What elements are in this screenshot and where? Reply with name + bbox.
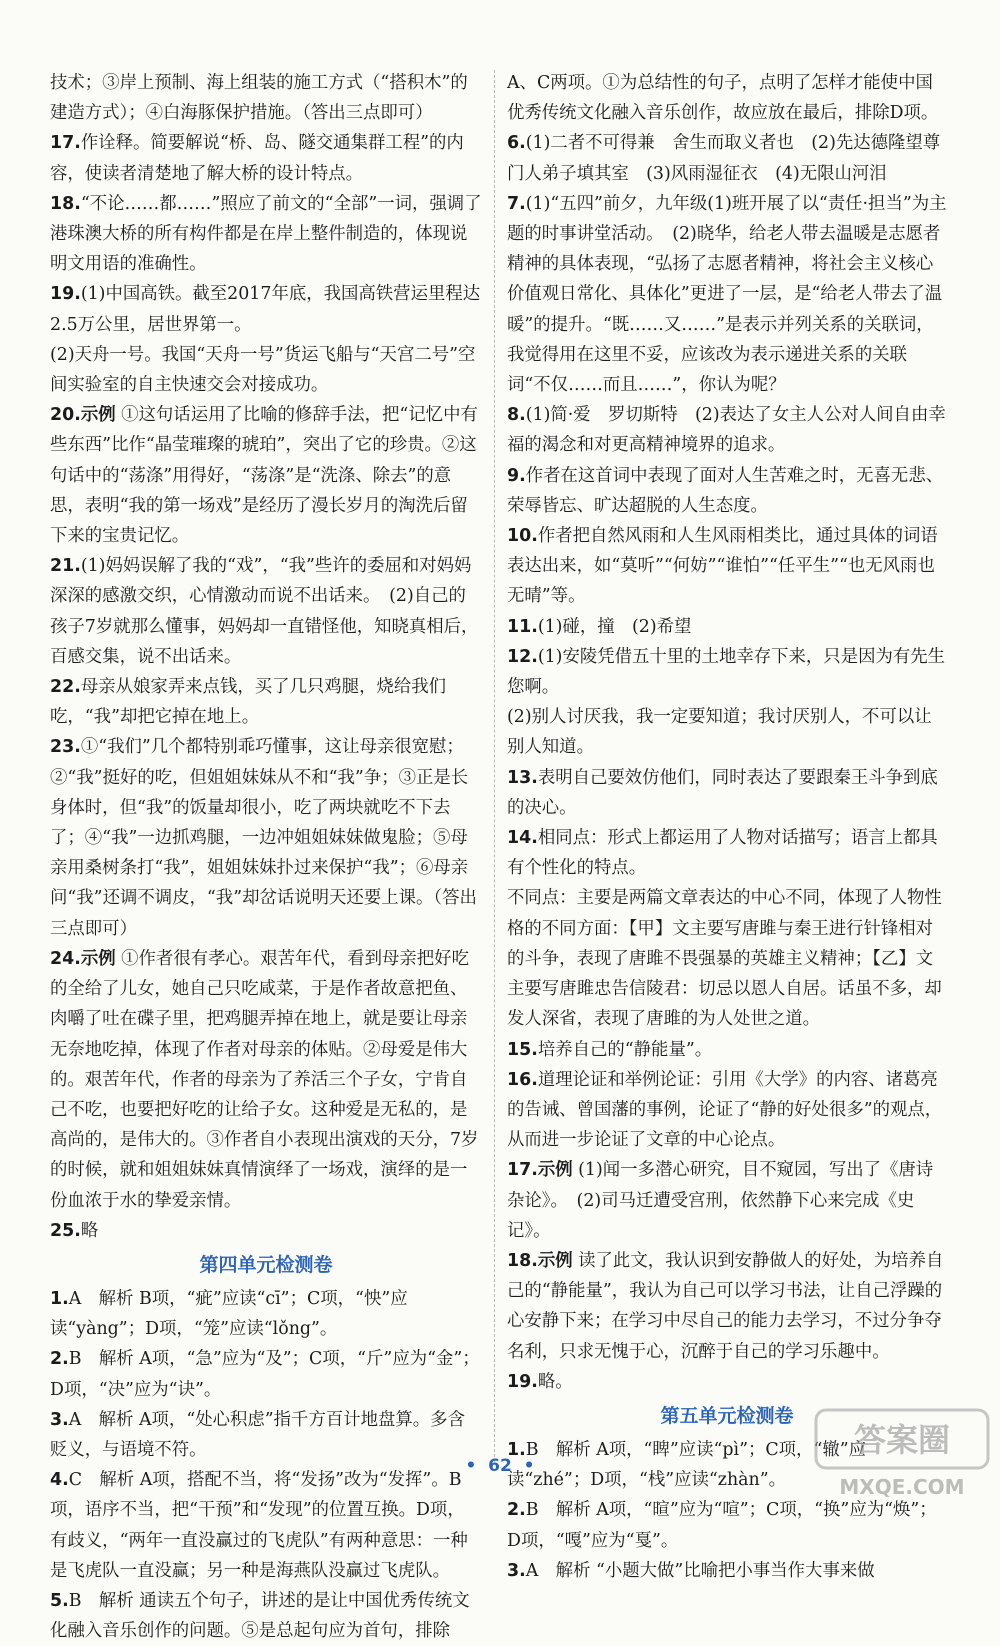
answer-number: 13. [507,767,538,788]
answer-text: (1)碰，撞 (2)希望 [537,616,692,637]
answer-number: 2. [507,1500,526,1521]
answer-item [50,1465,482,1586]
answer-text: (1)安陵凭借五十里的土地幸存下来，只是因为有先生您啊。 [507,646,946,698]
answer-number: 12. [507,646,538,667]
answer-text: 作者在这首词中表现了面对人生苦难之时，无喜无悲、荣辱皆忘、旷达超脱的人生态度。 [507,465,944,516]
example-label: 示例 [537,1160,573,1181]
answer-text: 母亲从娘家弄来点钱，买了几只鸡腿，烧给我们吃，“我”却把它掉在地上。 [50,677,447,728]
answer-text: (1)中国高铁。截至2017年底，我国高铁营运里程达2.5万公里，居世界第一。 [50,284,481,335]
example-label: 示例 [80,405,116,426]
section-heading: 第四单元检测卷 [199,1253,333,1276]
answer-item [50,551,482,672]
example-label: 示例 [80,948,116,969]
answer-text: 作诠释。简要解说“桥、岛、隧交通集群工程”的内容，使读者清楚地了解大桥的设计特点。 [50,133,464,184]
answer-text: ①作者很有孝心。艰苦年代，看到母亲把好吃的全给了儿女，她自己只吃咸菜，于是作者故意把鱼、肉嚼了吐在碟子里，把鸡腿弄掉在地上，就是要让母亲无奈地吃掉，体现了作者对母亲的体贴。②母爱是伟大的。艰苦年代，作者的母亲为了养活三个子女，宁肯自己不吃，也要把好吃的让给子女。这种爱是无私的，是高尚的，是伟大的。③作者自小表现出演戏的天分，7岁的时候，就和姐姐妹妹真情演绎了一场戏，演绎的是一份血浓于水的挚爱亲情。 [50,948,479,1211]
answer-text: 读了此文，我认识到安静做人的好处，为培养自己的“静能量”，我认为自己可以学习书法，让自己浮躁的心安静下来；在学习中尽自己的能力去学习，不过分争夺名利，只求无愧于心，沉醉于自己的学习乐趣中。 [507,1250,944,1362]
answer-text: 培养自己的“静能量”。 [537,1039,713,1060]
answer-item [507,189,947,400]
left-column [50,68,482,1646]
column-divider [494,70,495,1462]
answer-text: B 解析 通读五个句子，讲述的是让中国优秀传统文化融入音乐创作的问题。⑤是总起句应为首句，排除 [50,1590,470,1642]
answer-text: 略。 [537,1371,573,1392]
answer-number: 22. [50,677,81,698]
answer-item [507,1246,947,1367]
answer-continuation: (2)天舟一号。我国“天舟一号”货运飞船与“天宫二号”空间实验室的自主快速交会对接成功。 [50,344,476,396]
answer-text: A 解析 A项，“处心积虑”指千方百计地盘算。多含贬义，与语境不符。 [50,1409,465,1460]
answer-number: 4. [50,1470,69,1491]
answer-item [507,1556,947,1586]
answer-continuation: 技术；③岸上预制、海上组装的施工方式（“搭积木”的建造方式）；④白海豚保护措施。（答出三点即可） [50,73,468,124]
answer-text: (1)二者不可得兼 舍生而取义者也 (2)先达德隆望尊 门人弟子填其室 (3)风雨湿征衣 (4)无限山河泪 [507,133,958,184]
answer-number: 14. [507,828,538,849]
answer-number: 20. [50,405,81,426]
answer-number: 6. [507,133,526,154]
answer-continuation: 不同点：主要是两篇文章表达的中心不同，体现了人物性格的不同方面：【甲】文主要写唐雎与秦王进行针锋相对的斗争，表现了唐雎不畏强暴的英雄主义精神；【乙】文主要写唐雎忠告信陵君：切忌以恩人自居。话虽不多，却发人深省，表现了唐雎的为人处世之道。 [507,888,942,1030]
answer-text: A 解析 B项，“疵”应读“cī”；C项，“怏”应读“yàng”；D项，“笼”应读“lǒng”。 [50,1288,408,1340]
answer-continuation: (2)别人讨厌我，我一定要知道；我讨厌别人，不可以让别人知道。 [507,707,932,758]
answer-text: ①“我们”几个都特别乖巧懂事，这让母亲很宽慰；②“我”挺好的吃，但姐姐妹妹从不和“我”争；③正是长身体时，但“我”的饭量却很小，吃了两块就吃不下去了；④“我”一边抓鸡腿，一边冲姐姐妹妹做鬼脸；⑤母亲用桑树条打“我”，姐姐妹妹扑过来保护“我”；⑥母亲问“我”还调不调皮，“我”却岔话说明天还要上课。（答出三点即可） [50,737,477,939]
answer-text: 作者把自然风雨和人生风雨相类比，通过具体的词语表达出来，如“莫听”“何妨”“谁怕”“任平生”“也无风雨也无晴”等。 [507,526,938,607]
answer-text: 略 [80,1220,99,1241]
answer-number: 3. [50,1409,69,1430]
answer-number: 17. [50,133,81,154]
answer-item [50,279,482,339]
answer-text: 表明自己要效仿他们，同时表达了要跟秦王斗争到底的决心。 [507,767,938,818]
page-dot-right: • [523,1456,535,1476]
answer-item [507,763,947,823]
page-number-text: 62 [488,1456,512,1476]
answer-text: 相同点：形式上都运用了人物对话描写；语言上都具有个性化的特点。 [507,828,938,879]
answer-number: 18. [507,1250,538,1271]
answer-item [507,642,947,702]
answer-number: 1. [507,1439,526,1460]
answer-item [507,823,947,883]
answer-number: 19. [50,284,81,305]
answer-text: 道理论证和举例论证：引用《大学》的内容、诸葛亮的告诫、曾国藩的事例，论证了“静的好处很多”的观点，从而进一步论证了文章的中心论点。 [507,1069,943,1151]
answer-item [507,461,947,521]
answer-item [507,400,947,460]
answer-item [50,944,482,1216]
answer-item [50,1344,482,1404]
answer-number: 18. [50,193,81,214]
answer-text: (1)简·爱 罗切斯特 (2)表达了女主人公对人间自由幸福的渴念和对更高精神境界的追求。 [507,405,946,456]
answer-item [507,1367,947,1397]
answer-item [507,1495,947,1555]
answer-number: 11. [507,616,538,637]
answer-item [50,189,482,280]
answer-number: 23. [50,737,81,758]
answer-item [507,521,947,612]
page-dot-left: • [465,1456,477,1476]
answer-number: 15. [507,1039,538,1060]
answer-text: ①这句话运用了比喻的修辞手法，把“记忆中有些东西”比作“晶莹璀璨的琥珀”，突出了它的珍贵。②这句话中的“荡涤”用得好，“荡涤”是“洗涤、除去”的意思，表明“我的第一场戏”是经历了漫长岁月的淘洗后留下来的宝贵记忆。 [50,405,478,547]
section-heading: 第五单元检测卷 [660,1404,794,1427]
answer-text: (1)“五四”前夕，九年级(1)班开展了以“责任·担当”为主题的时事讲堂活动。 (2)晓华，给老人带去温暖是志愿者精神的具体表现，“弘扬了志愿者精神，将社会主义核心价值观日常化、具体化”更进了一层，是“给老人带去了温暖”的提升。“既……又……”是表示并列关系的关联词，我觉得用在这里不妥，应该改为表示递进关系的关联词“不仅……而且……”，你认为呢？ [507,193,947,396]
answer-number: 19. [507,1371,538,1392]
answer-number: 17. [507,1160,538,1181]
answer-number: 10. [507,526,538,547]
answer-item [507,1065,947,1156]
right-column [507,68,958,1586]
answer-item [50,128,482,188]
answer-number: 24. [50,948,81,969]
answer-item [507,612,947,642]
answer-number: 3. [507,1560,526,1581]
answer-text: B 解析 A项，“暄”应为“喧”；C项，“换”应为“焕”；D项，“嘎”应为“戛”。 [507,1500,937,1551]
answer-number: 5. [50,1590,69,1611]
answer-text: (1)闻一多潜心研究，目不窥园，写出了《唐诗杂论》。 (2)司马迁遭受宫刑，依然静下心来完成《史记》。 [507,1160,934,1241]
answer-item [50,1216,482,1246]
answer-number: 1. [50,1288,69,1309]
answer-number: 8. [507,405,526,426]
answer-item [50,1586,482,1646]
answer-number: 9. [507,465,526,486]
answer-continuation: A、C两项。①为总结性的句子，点明了怎样才能使中国优秀传统文化融入音乐创作，故应放在最后，排除D项。 [507,73,939,124]
answer-number: 16. [507,1069,538,1090]
example-label: 示例 [537,1250,573,1271]
answer-item [50,672,482,732]
answer-item [50,1284,482,1344]
answer-item [50,400,482,551]
answer-text: C 解析 A项，搭配不当，将“发扬”改为“发挥”。B项，语序不当，把“干预”和“发现”的位置互换。D项，有歧义，“两年一直没赢过的飞虎队”有两种意思：一种是飞虎队一直没赢；另一种是海燕队没赢过飞虎队。 [50,1470,468,1581]
answer-text: (1)妈妈误解了我的“戏”，“我”些许的委屈和对妈妈深深的感激交织，心情激动而说不出话来。 (2)自己的孩子7岁就那么懂事，妈妈却一直错怪他，知晓真相后，百感交集，说不出话来。 [50,556,479,667]
answer-number: 25. [50,1220,81,1241]
answer-text: A 解析 “小题大做”比喻把小事当作大事来做 [525,1560,875,1581]
answer-number: 7. [507,193,526,214]
watermark-text: 答案圈 [853,1421,951,1459]
answer-item [507,128,958,188]
watermark-logo [812,1406,992,1502]
answer-item [507,1035,947,1065]
answer-text: B 解析 A项，“急”应为“及”；C项，“斤”应为“金”；D项，“决”应为“诀”。 [50,1349,480,1400]
answer-item [507,1155,947,1246]
watermark-url: MXQE.COM [839,1475,965,1499]
answer-number: 2. [50,1349,69,1370]
answer-text: “不论……都……”照应了前文的“全部”一词，强调了港珠澳大桥的所有构件都是在岸上整件制造的，体现说明文用语的准确性。 [50,193,482,275]
answer-text: B 解析 A项，“睥”应读“pì”；C项，“辙”应读“zhé”；D项，“栈”应读“zhàn”。 [507,1439,867,1491]
answer-number: 21. [50,556,81,577]
answer-item [50,732,482,943]
